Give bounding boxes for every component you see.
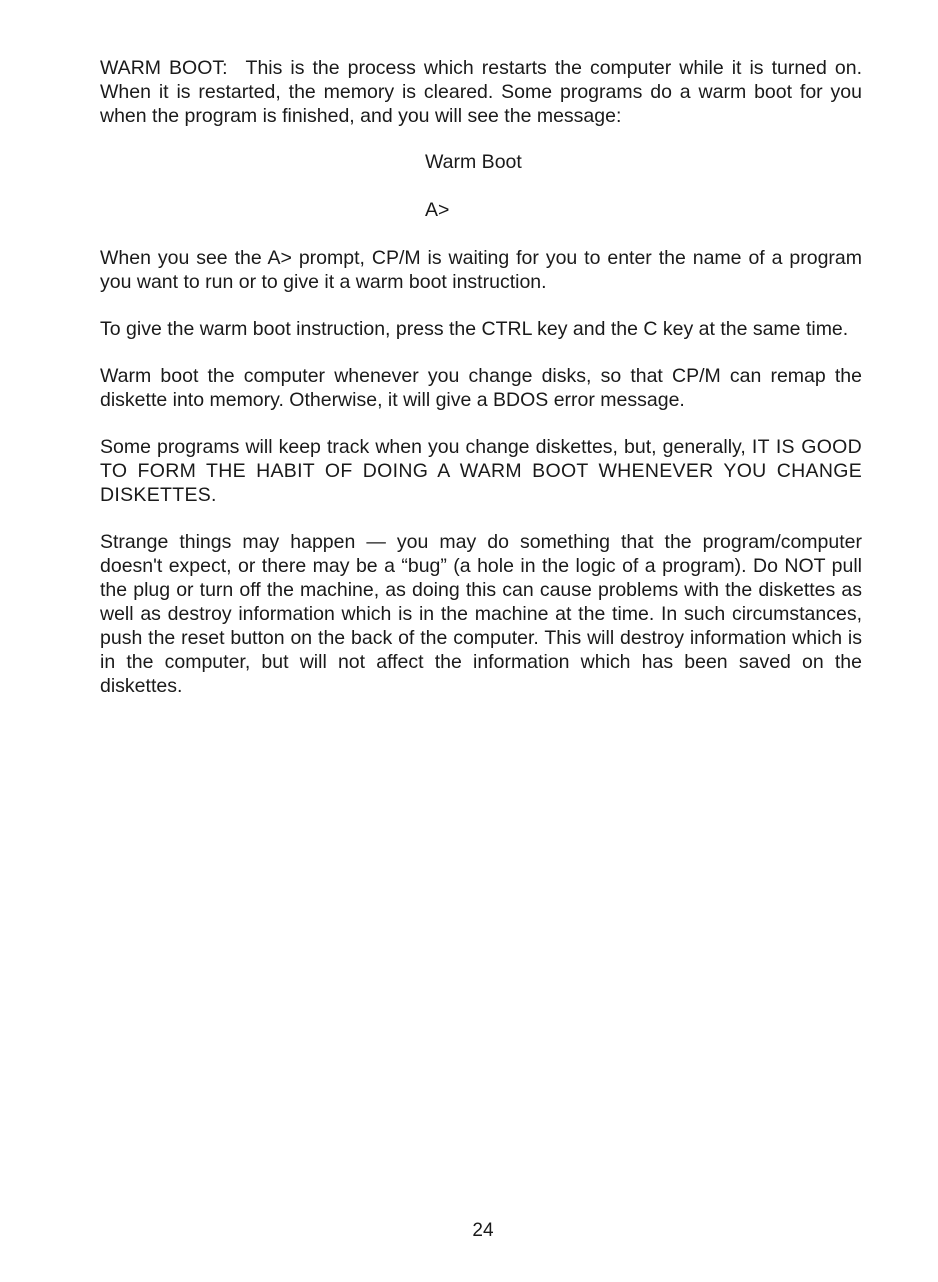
screen-message-line-1: Warm Boot [425,151,522,173]
warm-boot-definition [100,56,862,128]
instruction-paragraph: To give the warm boot instruction, press the CTRL key and the C key at the same time. [100,318,849,340]
document-page [100,56,862,721]
prompt-paragraph: When you see the A> prompt, CP/M is waiting for you to enter the name of a program you want to run or to give it a warm boot instruction. [100,247,862,293]
habit-caps-text: IT IS GOOD TO FORM THE HABIT OF DOING A WARM BOOT WHENEVER YOU CHANGE DISKETTES. [100,436,863,506]
remap-paragraph: Warm boot the computer whenever you change disks, so that CP/M can remap the diskette into memory. Otherwise, it will give a BDOS error message. [100,365,862,411]
habit-intro-text: Some programs will keep track when you change diskettes, but, generally, [100,436,746,458]
page-number: 24 [472,1220,494,1241]
definition-text: This is the process which restarts the computer while it is turned on. When it is restarted, the memory is cleared. Some programs do a warm boot for you when the program is finished, and you will see the message: [100,57,862,127]
screen-message-prompt: A> [425,199,450,221]
strange-things-paragraph: Strange things may happen — you may do something that the program/computer doesn't expect, or there may be a “bug” (a hole in the logic of a program). Do NOT pull the plug or turn off the machine, as doing this can cause problems with the diskettes as well as destroy information which is in the machine at the time. In such circumstances, push the reset button on the back of the computer. This will destroy information which is in the computer, but will not affect the information which has been saved on the diskettes. [100,531,862,697]
term-heading: WARM BOOT: [100,57,228,79]
habit-paragraph [100,435,862,507]
